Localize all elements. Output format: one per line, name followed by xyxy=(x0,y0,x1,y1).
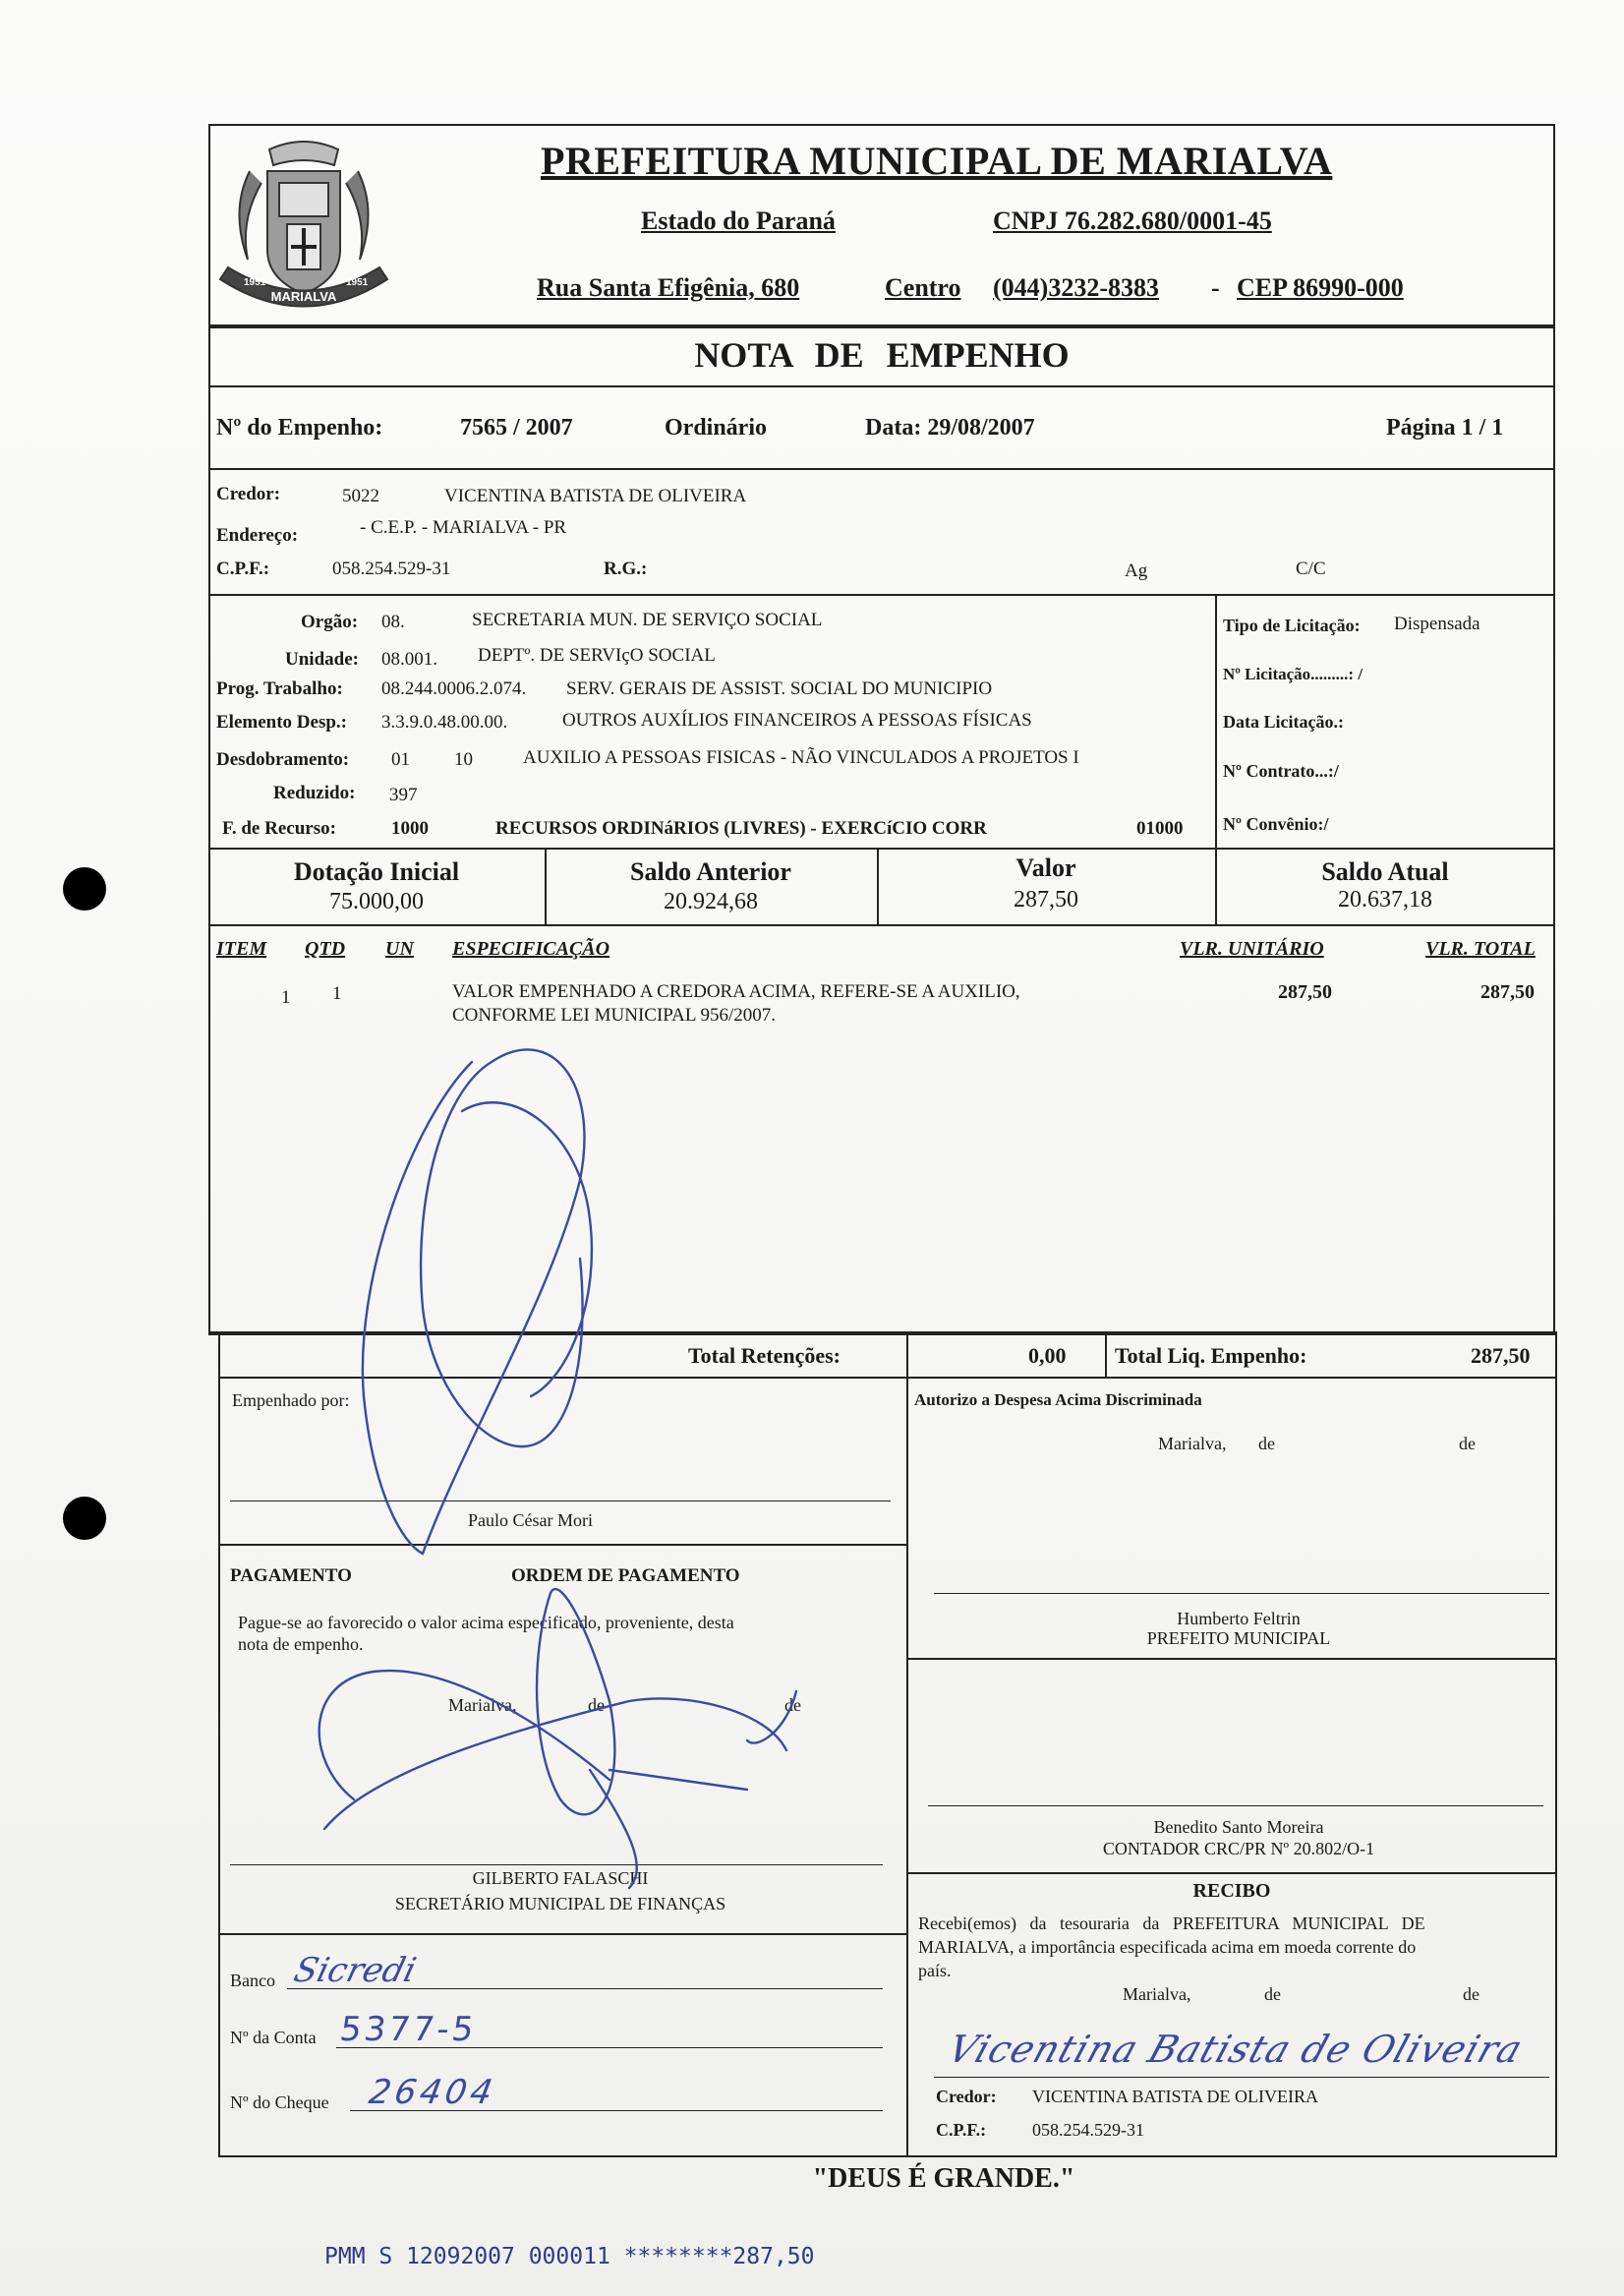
licitacao-convenio: Nº Convênio:/ xyxy=(1223,814,1329,834)
empenhado-name: Paulo César Mori xyxy=(468,1510,593,1530)
prefeito-role: PREFEITO MUNICIPAL xyxy=(1146,1628,1331,1648)
autorizo-de2: de xyxy=(1459,1434,1476,1453)
pagamento-text-line1: Pague-se ao favorecido o valor acima especificado, proveniente, desta xyxy=(238,1613,734,1632)
recibo-title: RECIBO xyxy=(1192,1880,1271,1902)
recurso-label: F. de Recurso: xyxy=(222,818,336,839)
valor-value: 287,50 xyxy=(1014,887,1078,913)
autorizo-de1: de xyxy=(1258,1434,1275,1453)
contador-role: CONTADOR CRC/PR Nº 20.802/O-1 xyxy=(1102,1839,1375,1858)
empenho-type: Ordinário xyxy=(665,415,768,441)
empenho-page: Página 1 / 1 xyxy=(1386,415,1504,441)
col-spec: ESPECIFICAÇÃO xyxy=(452,938,610,960)
rg-label: R.G.: xyxy=(604,559,648,579)
pagamento-text-line2: nota de empenho. xyxy=(238,1634,364,1654)
col-item: ITEM xyxy=(216,938,267,960)
credor-code: 5022 xyxy=(342,486,379,506)
payment-stamp: PMM S 12092007 000011 ********287,50 xyxy=(324,2244,815,2269)
banco-label: Banco xyxy=(230,1971,275,1990)
row-unit: 287,50 xyxy=(1278,981,1332,1003)
recurso-name: RECURSOS ORDINáRIOS (LIVRES) - EXERCíCIO CORR xyxy=(495,818,987,839)
cc-label: C/C xyxy=(1296,559,1326,579)
cpf-value: 058.254.529-31 xyxy=(332,559,451,579)
col-un: UN xyxy=(385,938,414,960)
prog-label: Prog. Trabalho: xyxy=(216,678,343,699)
pagamento-label: PAGAMENTO xyxy=(230,1565,352,1586)
desdob-name: AUXILIO A PESSOAS FISICAS - NÃO VINCULADOS A PROJETOS I xyxy=(523,747,1079,768)
endereco-label: Endereço: xyxy=(216,525,299,546)
divider xyxy=(906,1872,1557,1874)
cheque-label: Nº do Cheque xyxy=(230,2092,329,2112)
prefeito-name: Humberto Feltrin xyxy=(1177,1609,1301,1628)
licitacao-contrato: Nº Contrato...:/ xyxy=(1223,761,1339,781)
anterior-value: 20.924,68 xyxy=(664,889,758,914)
row-qtd: 1 xyxy=(332,983,342,1004)
divider xyxy=(218,1377,1557,1379)
signature-line xyxy=(934,1593,1549,1594)
contador-name: Benedito Santo Moreira xyxy=(1153,1817,1324,1837)
pagamento-de1: de xyxy=(588,1695,605,1715)
empenho-number: 7565 / 2007 xyxy=(460,415,573,441)
credor-signature: Vicentina Batista de Oliveira xyxy=(942,2028,1529,2071)
orgao-code: 08. xyxy=(381,612,405,632)
header-cnpj: CNPJ 76.282.680/0001-45 xyxy=(993,206,1272,235)
prog-code: 08.244.0006.2.074. xyxy=(381,678,527,699)
elemento-label: Elemento Desp.: xyxy=(216,712,347,733)
valor-label: Valor xyxy=(1015,854,1076,882)
header-neighborhood: Centro xyxy=(885,273,961,302)
desdob-code2: 10 xyxy=(454,749,473,770)
signature-line xyxy=(928,1805,1543,1806)
desdob-code1: 01 xyxy=(391,749,410,770)
signature-line xyxy=(934,2077,1549,2078)
header-state: Estado do Paraná xyxy=(641,206,836,235)
orgao-name: SECRETARIA MUN. DE SERVIÇO SOCIAL xyxy=(472,610,823,630)
cpf-label: C.P.F.: xyxy=(216,559,270,579)
autorizo-place: Marialva, xyxy=(1158,1434,1227,1453)
licitacao-tipo-label: Tipo de Licitação: xyxy=(1223,616,1361,635)
ordem-label: ORDEM DE PAGAMENTO xyxy=(511,1565,740,1586)
doc-title: NOTA DE EMPENHO xyxy=(694,335,1070,375)
divider xyxy=(1105,1331,1107,1377)
crest-banner-text: MARIALVA xyxy=(270,289,337,304)
recibo-place: Marialva, xyxy=(1123,1984,1191,2004)
signature-line xyxy=(230,1864,883,1865)
divider xyxy=(208,385,1555,387)
prog-name: SERV. GERAIS DE ASSIST. SOCIAL DO MUNICIPIO xyxy=(566,678,993,699)
recurso-code: 1000 xyxy=(391,818,429,839)
recibo-text-line2: MARIALVA, a importância especificada acima em moeda corrente do xyxy=(918,1937,1417,1957)
licitacao-tipo: Dispensada xyxy=(1394,614,1480,634)
secretario-name: GILBERTO FALASCHI xyxy=(472,1868,649,1888)
orgao-label: Orgão: xyxy=(301,612,359,632)
row-item: 1 xyxy=(281,987,291,1008)
header-title: PREFEITURA MUNICIPAL DE MARIALVA xyxy=(541,139,1333,183)
empenhado-label: Empenhado por: xyxy=(232,1390,350,1410)
divider xyxy=(208,924,1555,926)
empenho-number-label: Nº do Empenho: xyxy=(216,415,383,441)
divider xyxy=(218,1544,906,1546)
recibo-de2: de xyxy=(1463,1984,1479,2004)
municipal-crest-icon xyxy=(210,132,397,328)
unidade-code: 08.001. xyxy=(381,649,437,670)
unidade-name: DEPTº. DE SERVIçO SOCIAL xyxy=(478,645,716,666)
licitacao-numero: Nº Licitação.........: / xyxy=(1223,665,1363,683)
header-dash: - xyxy=(1211,273,1220,302)
retencoes-value: 0,00 xyxy=(1028,1343,1067,1368)
recibo-text-line1: Recebi(emos) da tesouraria da PREFEITURA MUNICIPAL DE xyxy=(918,1913,1425,1933)
elemento-code: 3.3.9.0.48.00.00. xyxy=(381,712,508,733)
header-phone: (044)3232-8383 xyxy=(993,273,1159,302)
recibo-text-line3: país. xyxy=(918,1961,952,1980)
recibo-credor-name: VICENTINA BATISTA DE OLIVEIRA xyxy=(1032,2087,1319,2106)
divider xyxy=(906,1658,1557,1660)
recibo-cpf-label: C.P.F.: xyxy=(936,2120,987,2140)
divider xyxy=(906,1331,908,2157)
header-cep: CEP 86990-000 xyxy=(1237,273,1404,302)
crest-year-left: 1951 xyxy=(244,277,266,288)
desdob-label: Desdobramento: xyxy=(216,749,350,770)
atual-value: 20.637,18 xyxy=(1338,887,1432,913)
liquido-value: 287,50 xyxy=(1471,1343,1531,1368)
banco-handwritten: Sicredi xyxy=(290,1951,421,1990)
licitacao-data: Data Licitação.: xyxy=(1223,712,1344,732)
divider xyxy=(1215,594,1217,848)
recibo-credor-label: Credor: xyxy=(936,2087,997,2106)
credor-label: Credor: xyxy=(216,484,281,504)
autorizo-label: Autorizo a Despesa Acima Discriminada xyxy=(914,1390,1202,1409)
punch-hole-bottom xyxy=(63,1497,106,1540)
row-spec-line2: CONFORME LEI MUNICIPAL 956/2007. xyxy=(452,1005,777,1026)
dotacao-label: Dotação Inicial xyxy=(293,857,460,886)
motto: "DEUS É GRANDE." xyxy=(812,2163,1075,2194)
cheque-handwritten: 26404 xyxy=(366,2073,499,2112)
crest-year-right: 1951 xyxy=(346,277,369,288)
divider xyxy=(208,848,1555,850)
divider xyxy=(208,594,1555,596)
conta-handwritten: 5377-5 xyxy=(337,2010,480,2049)
row-spec-line1: VALOR EMPENHADO A CREDORA ACIMA, REFERE-SE A AUXILIO, xyxy=(452,981,1020,1002)
anterior-label: Saldo Anterior xyxy=(630,857,791,886)
liquido-label: Total Liq. Empenho: xyxy=(1115,1343,1307,1368)
col-unit: VLR. UNITÁRIO xyxy=(1180,938,1324,960)
retencoes-label: Total Retenções: xyxy=(688,1343,841,1368)
divider xyxy=(208,468,1555,470)
atual-label: Saldo Atual xyxy=(1321,857,1449,886)
row-total: 287,50 xyxy=(1480,981,1535,1003)
pagamento-place: Marialva, xyxy=(448,1695,517,1715)
dotacao-value: 75.000,00 xyxy=(329,889,424,914)
recibo-de1: de xyxy=(1264,1984,1281,2004)
unidade-label: Unidade: xyxy=(285,649,359,670)
elemento-name: OUTROS AUXÍLIOS FINANCEIROS A PESSOAS FÍSICAS xyxy=(562,710,1032,731)
conta-label: Nº da Conta xyxy=(230,2028,317,2047)
pagamento-de2: de xyxy=(784,1695,801,1715)
secretario-role: SECRETÁRIO MUNICIPAL DE FINANÇAS xyxy=(394,1894,726,1913)
divider xyxy=(218,1933,906,1935)
empenho-date: Data: 29/08/2007 xyxy=(865,415,1035,441)
recurso-num: 01000 xyxy=(1136,818,1184,839)
header-address: Rua Santa Efigênia, 680 xyxy=(537,273,800,302)
credor-name: VICENTINA BATISTA DE OLIVEIRA xyxy=(444,486,747,506)
punch-hole-top xyxy=(63,867,106,911)
recibo-cpf-value: 058.254.529-31 xyxy=(1032,2120,1144,2140)
col-qtd: QTD xyxy=(305,938,346,960)
reduzido-value: 397 xyxy=(389,785,418,805)
col-total: VLR. TOTAL xyxy=(1425,938,1536,960)
reduzido-label: Reduzido: xyxy=(273,783,356,803)
endereco-value: - C.E.P. - MARIALVA - PR xyxy=(360,517,567,538)
ag-label: Ag xyxy=(1125,560,1148,581)
